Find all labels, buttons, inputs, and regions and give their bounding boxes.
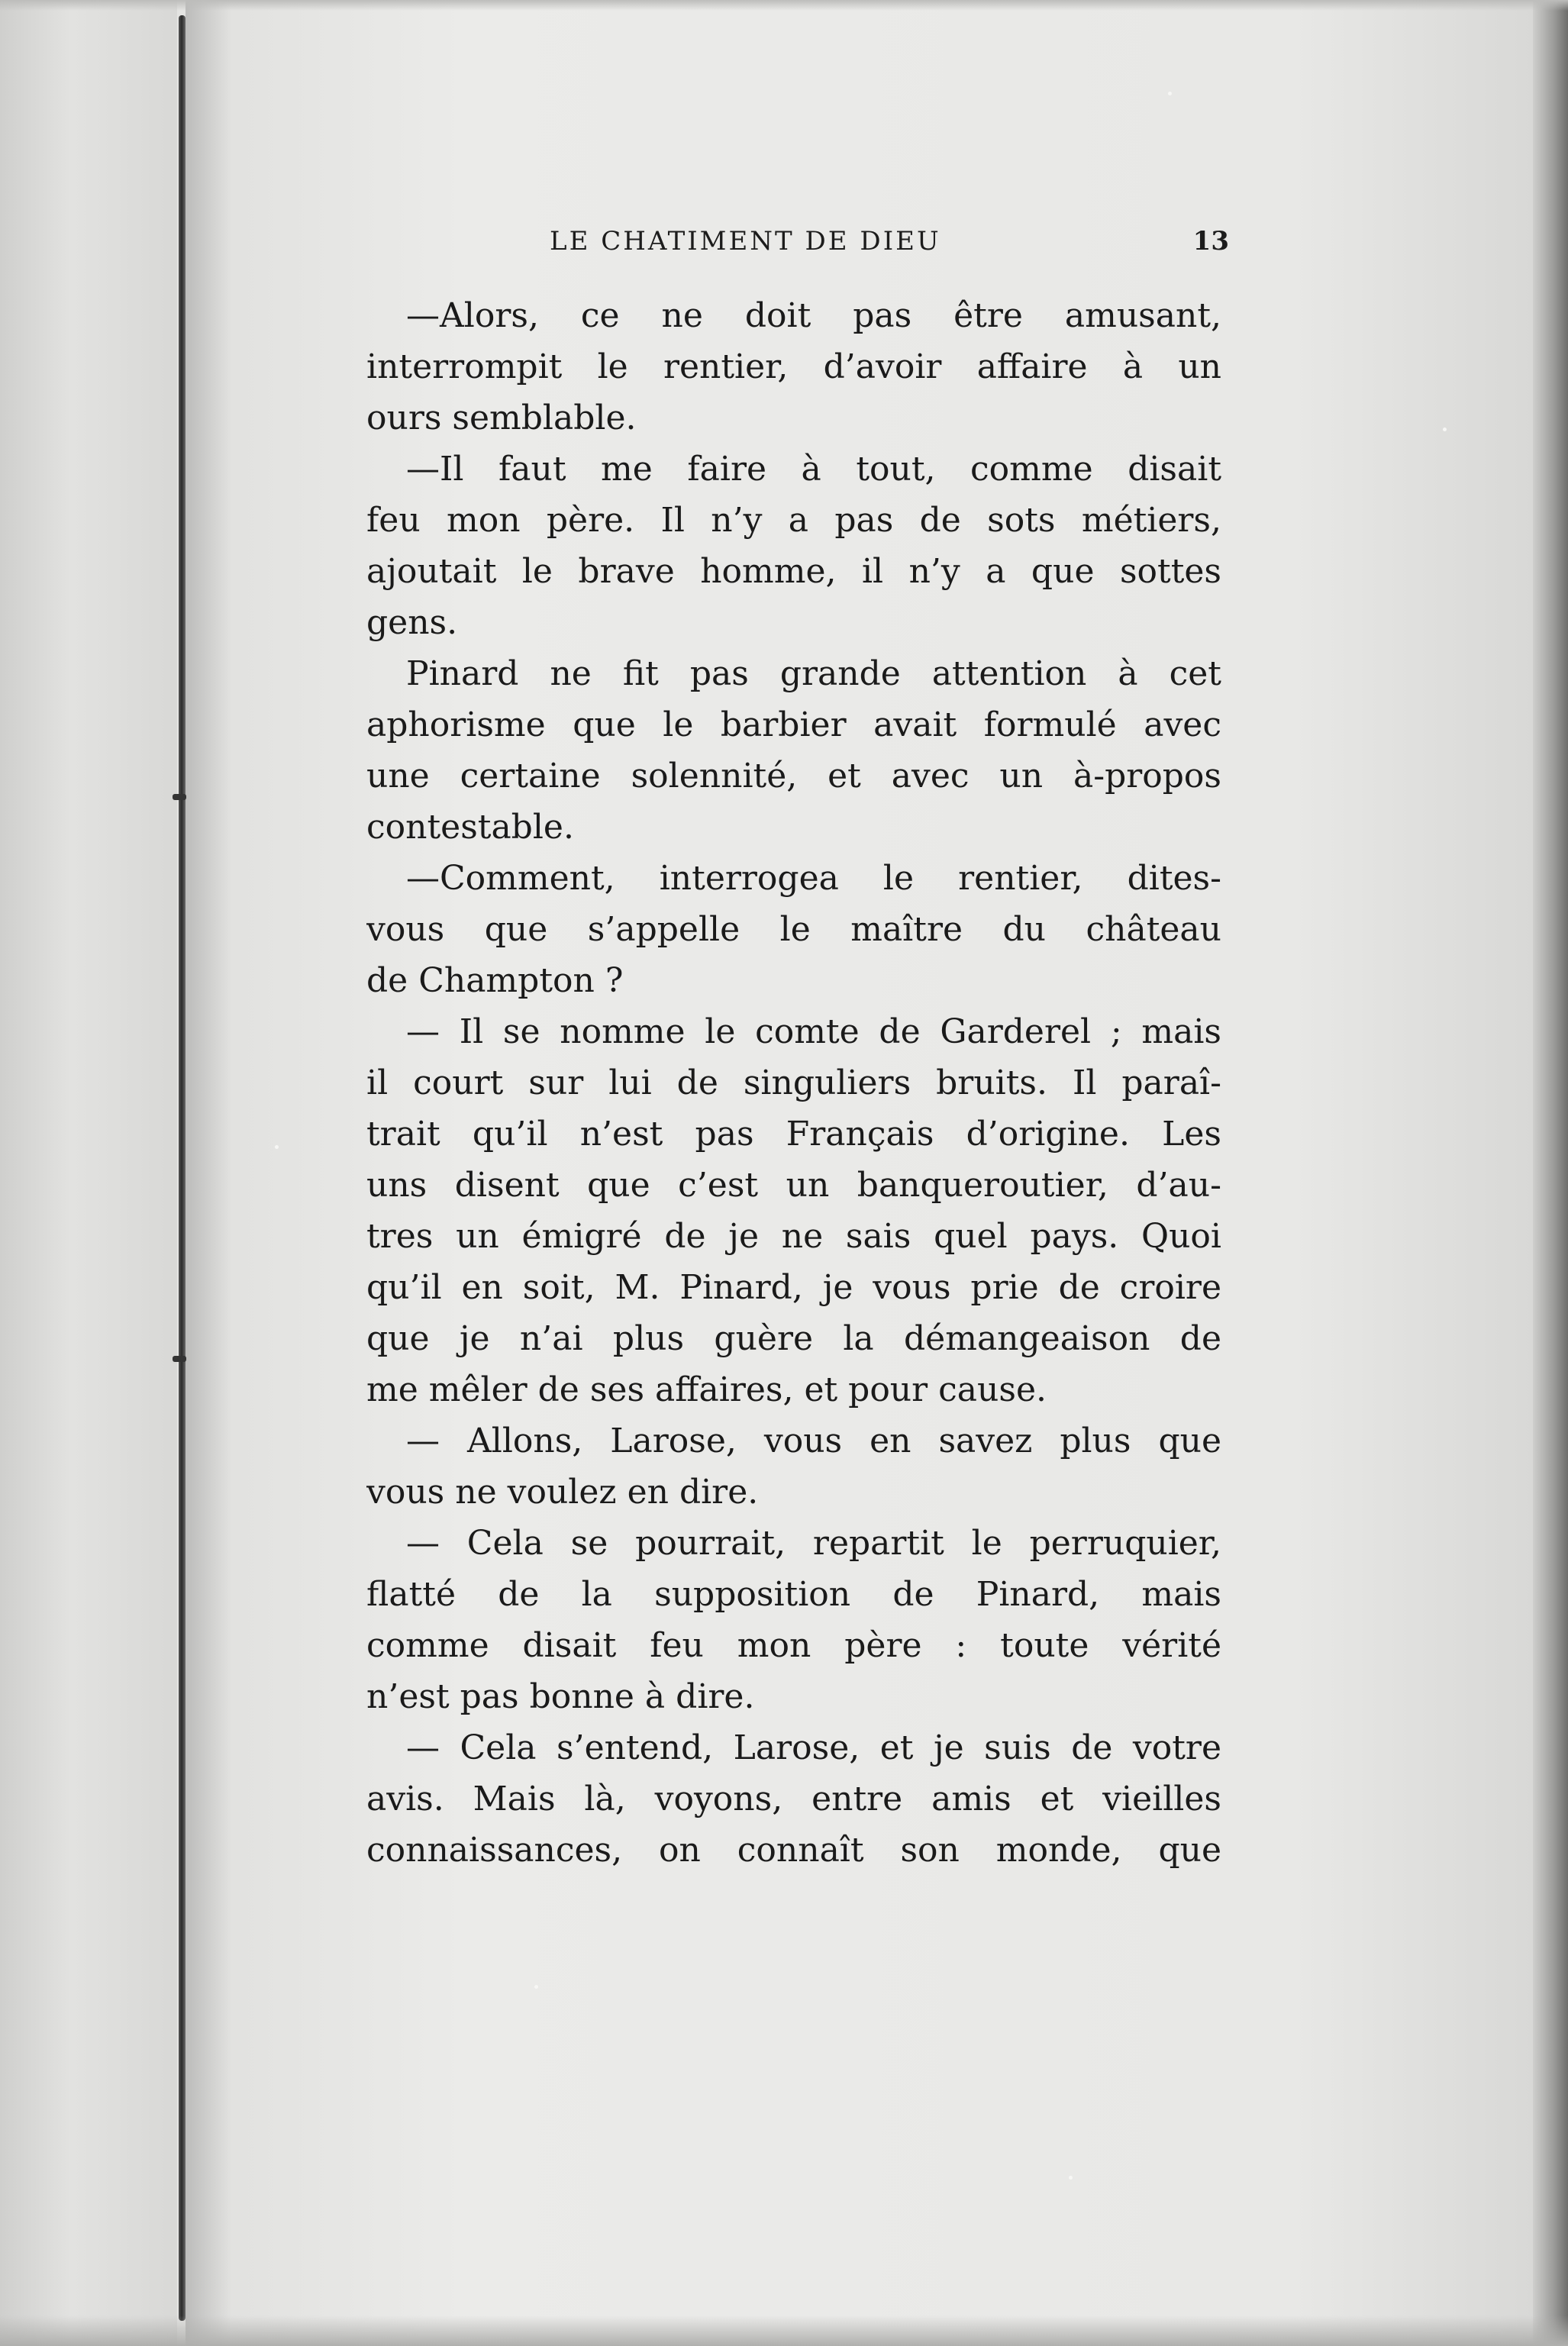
- margin-mark: [173, 794, 186, 800]
- running-title: LE CHATIMENT DE DIEU: [550, 226, 941, 257]
- text-line: trait qu’il n’est pas Français d’origine. Les: [366, 1115, 1221, 1154]
- page-right-edge: [1533, 0, 1568, 2346]
- text-line: ours semblable.: [366, 399, 637, 437]
- page-top-edge: [0, 0, 1568, 11]
- body-text: [366, 290, 1221, 1876]
- page-number: 13: [1192, 226, 1229, 257]
- running-header: [550, 226, 1237, 264]
- text-line: —Alors, ce ne doit pas être amusant,: [406, 296, 1221, 335]
- text-line: feu mon père. Il n’y a pas de sots métiers,: [366, 501, 1221, 540]
- text-line: ajoutait le brave homme, il n’y a que sottes: [366, 552, 1221, 591]
- text-line: Pinard ne fit pas grande attention à cet: [406, 654, 1221, 693]
- paper-speck: [1069, 2176, 1073, 2180]
- text-line: — Allons, Larose, vous en savez plus que: [406, 1421, 1221, 1460]
- text-line: — Il se nomme le comte de Garderel ; mais: [406, 1012, 1221, 1051]
- paper-speck: [534, 1985, 538, 1989]
- text-line: aphorisme que le barbier avait formulé avec: [366, 705, 1221, 744]
- text-line: gens.: [366, 603, 458, 642]
- text-line: — Cela s’entend, Larose, et je suis de votre: [406, 1728, 1221, 1767]
- text-line: n’est pas bonne à dire.: [366, 1677, 755, 1716]
- text-line: de Champton ?: [366, 961, 624, 1000]
- text-line: me mêler de ses affaires, et pour cause.: [366, 1370, 1047, 1409]
- paper-speck: [275, 1145, 279, 1149]
- text-line: contestable.: [366, 808, 574, 847]
- text-line: avis. Mais là, voyons, entre amis et vieilles: [366, 1780, 1221, 1818]
- facing-page-edge: [0, 0, 177, 2346]
- text-line: tres un émigré de je ne sais quel pays. Quoi: [366, 1217, 1221, 1256]
- text-line: connaissances, on connaît son monde, que: [366, 1831, 1221, 1870]
- text-line: qu’il en soit, M. Pinard, je vous prie de croire: [366, 1268, 1221, 1307]
- paper-speck: [1443, 428, 1447, 431]
- text-line: que je n’ai plus guère la démangeaison de: [366, 1319, 1221, 1358]
- text-line: vous que s’appelle le maître du château: [366, 910, 1221, 949]
- margin-mark: [173, 1356, 186, 1362]
- paper-speck: [1168, 92, 1172, 95]
- text-line: vous ne voulez en dire.: [366, 1473, 759, 1512]
- page-bottom-edge: [0, 2315, 1568, 2346]
- text-line: il court sur lui de singuliers bruits. Il paraî-: [366, 1063, 1221, 1102]
- text-line: interrompit le rentier, d’avoir affaire à un: [366, 347, 1221, 386]
- text-line: comme disait feu mon père : toute vérité: [366, 1626, 1221, 1665]
- text-line: — Cela se pourrait, repartit le perruquier,: [406, 1524, 1221, 1563]
- text-line: —Il faut me faire à tout, comme disait: [406, 450, 1221, 489]
- binding-gutter: [179, 15, 186, 2321]
- text-line: flatté de la supposition de Pinard, mais: [366, 1575, 1221, 1614]
- text-line: une certaine solennité, et avec un à-propos: [366, 757, 1221, 795]
- text-line: uns disent que c’est un banqueroutier, d’au-: [366, 1166, 1221, 1205]
- text-line: —Comment, interrogea le rentier, dites-: [406, 859, 1221, 898]
- gutter-shadow: [186, 0, 231, 2346]
